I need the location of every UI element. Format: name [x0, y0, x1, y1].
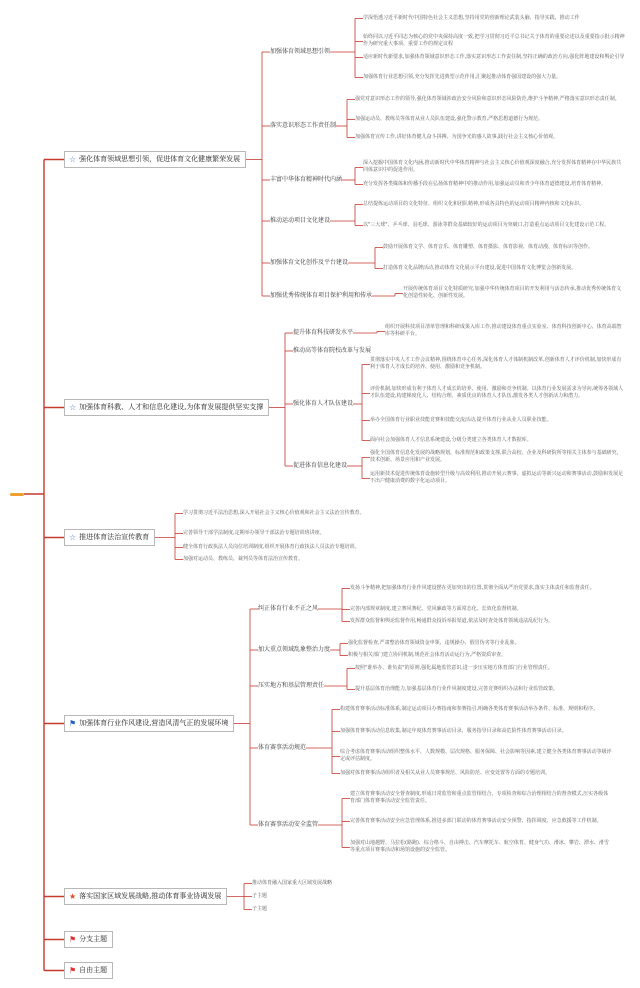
star-outline-icon: ☆ [69, 532, 77, 542]
leaf-note[interactable]: 面向社会加强体育人才信息系统建设,分级分类建立各类体育人才数据库。 [370, 437, 532, 443]
leaf-note[interactable]: 充分发挥各类媒体和传播手段在弘扬体育精神中的推动作用,加强运动员和青少年体育道德建设,培育体育精神。 [363, 181, 607, 187]
leaf-note[interactable]: 组织开展科技项目清单管理和科研成果入库工作,推动建设体育重点实验室、体育科技创新中心、体育高端智库等科研平台。 [385, 324, 622, 338]
star-outline-icon: ☆ [69, 402, 77, 412]
sub-topic[interactable]: 丰富中华体育精神时代内涵 [270, 176, 343, 183]
sub-topic[interactable]: 落实意识形态工作责任制 [270, 122, 337, 129]
leaf-note[interactable]: 加强对体育赛事活动组织者及相关从业人员赛事规范、风险防范、应变处置等方面的专题培训。 [340, 770, 551, 776]
leaf-note[interactable]: 健全体育行政执法人员岗位培训制度,组织开展体育行政执法人员法治专题培训。 [183, 544, 360, 550]
leaf-note[interactable]: 学习贯彻习近平法治思想,深入开展社会主义核心价值观和社会主义法治宣传教育。 [183, 510, 365, 516]
leaf-note[interactable]: 加强运动员、教练员等体育从业人员队伍建设,强化警示教育,严格思想道德行为规范。 [355, 116, 544, 122]
sub-topic[interactable]: 加强体育领域思想引领 [270, 48, 331, 55]
leaf-note[interactable]: 子主题 [252, 893, 268, 899]
leaf-note[interactable]: 适应新时代新要求,加强体育领域意识形态工作,落实意识形态工作责任制,坚持正确的政治方向,强化阵地建设和舆论引导 [363, 54, 625, 60]
main-branch-1[interactable]: ☆ 强化体育领域思想引领，促进体育文化健康繁荣发展 [64, 151, 246, 168]
leaf-note[interactable]: 积极与相关部门建立协同机制,规范社会体育活动运行为,严格资质审查。 [348, 652, 507, 658]
sub-topic[interactable]: 纠正体育行业不正之风 [258, 605, 319, 612]
leaf-note[interactable]: 总结提炼运动项目的文化特征、组织文化和团队精神,形成各具特色的运动项目精神内核和文化标识。 [363, 201, 585, 207]
leaf-note[interactable]: 完善领导干部学法制度,定期举办领导干部法治专题培训班讲座。 [183, 530, 325, 536]
leaf-note[interactable]: 运用新技术促进传统体育设施转型升级与高效利用,推动开展云赛事、虚拟运动等新兴运动和赛事活动,鼓励和发展足不出户健康消费的数字化运动项目。 [370, 471, 624, 485]
star-filled-icon: ★ [69, 891, 77, 901]
main-branch-5[interactable]: ★ 落实国家区域发展战略,推动体育事业协调发展 [64, 888, 227, 905]
main-branch-3[interactable]: ☆ 推进体育法治宣传教育 [64, 529, 155, 546]
leaf-note[interactable]: 强化监督检查,严肃整治体育领域资金申领、违规操办、假冒伪劣等行业乱象。 [348, 640, 520, 646]
leaf-note[interactable]: 以"三大球"、乒乓球、羽毛球、游泳等群众基础较好的运动项目为突破口,打造重点运动项目文化建设示范工程。 [363, 222, 610, 228]
sub-topic[interactable]: 加大重点领域乱象整治力度 [258, 646, 331, 653]
main-branch-2[interactable]: ☆ 加强体育科教、人才和信息化建设,为体育发展提供坚实支撑 [64, 399, 269, 416]
flag-icon: ⚑ [69, 934, 77, 944]
leaf-note[interactable]: 加强体育赛事活动信息收集,制定年度体育赛事活动目录、服务指导目录和高危险性体育赛事活动目录。 [340, 728, 567, 734]
leaf-note[interactable]: 学深悟透习近平新时代中国特色社会主义思想,坚持用党的创新理论武装头脑、指导实践、推动工作 [363, 15, 580, 21]
leaf-note[interactable]: 完善体育赛事活动安全应急管理体系,推进多部门联动的体育赛事活动安全预警、指挥调度、应急救援等工作机制。 [350, 818, 602, 824]
leaf-note[interactable]: 加强对运动员、教练员、裁判员等体育法治宣传教育。 [183, 556, 304, 562]
main-branch-4[interactable]: ⚑ 加强体育行业作风建设,营造风清气正的发展环境 [64, 715, 234, 732]
main-branch-7[interactable]: ⚑ 自由主题 [64, 962, 113, 979]
sub-topic[interactable]: 强化体育人才队伍建设 [293, 400, 354, 407]
sub-topic[interactable]: 压实地方和基层管理责任 [258, 682, 325, 689]
leaf-note[interactable]: 提升基层体育治理能力,加强基层体育行业作风制度建设,完善竞赛组织办法和行业监管政策。 [355, 686, 559, 692]
leaf-note[interactable]: 完善内部规章制度,建立赛风赛纪、党风廉政等方面常态化、长效化监督机制。 [350, 606, 522, 612]
sub-topic[interactable]: 加强优秀传统体育项目保护利用和传承 [270, 292, 373, 299]
leaf-note[interactable]: 加强体育行业思想引领,充分发挥先进典型示范作用,汇聚起推动体育强国建设的强大力量。 [363, 74, 562, 80]
central-topic-marker [10, 493, 24, 496]
sub-topic[interactable]: 推动高等体育院校改革与发展 [293, 347, 372, 354]
leaf-note[interactable]: 贯彻落实中央人才工作会议精神,围绕体育中心任务,深化体育人才体制机制改革,创新体育人才评价机制,加快形成有利于体育人才成长的培养、使用、激励和竞争机制。 [370, 357, 622, 371]
leaf-note[interactable]: 鼓励开展体育文学、体育音乐、体育雕塑、体育摄影、体育影视、体育动漫、体育标识等创作。 [383, 244, 594, 250]
leaf-note[interactable]: 发挥群众监督和舆论监督作用,畅通群众投诉举报渠道,依法及时查处体育领域违法乱纪行为。 [350, 618, 554, 624]
leaf-note[interactable]: 按照"谁举办、谁负责"的原则,强化属地监管意识,进一步压实地方体育部门行业管理责任。 [355, 665, 553, 671]
leaf-note[interactable]: 强化全国体育信息化发展的战略规划、标准规范和政策支撑,联合高校、企业及科研院所等相关主体参与基础研究、技术创新、场景应用和产业发展。 [370, 450, 622, 464]
main-branch-6[interactable]: ⚑ 分支主题 [64, 931, 113, 948]
leaf-note[interactable]: 发扬斗争精神,把加强体育行业作风建设摆在更加突出的位置,贯彻全面从严治党要求,落实主体责任和监督责任。 [350, 585, 595, 591]
leaf-note[interactable]: 子主题 [252, 906, 268, 912]
sub-topic[interactable]: 体育赛事活动安全监管 [258, 821, 319, 828]
leaf-note[interactable]: 评价机制,加快形成有利于体育人才成长的培养、使用、激励和竞争机制。以体育行业发展需求为导向,统筹各领域人才队伍建设,构建梯度化人、结构合理、素质优良的体育人才队伍,激发各类人才创新活力和潜力。 [370, 386, 624, 400]
star-outline-icon: ☆ [69, 154, 77, 164]
leaf-note[interactable]: 开展传统体育项目文化特质研究,加强中华传统体育项目的开发利用与活态传承,推动优秀传统体育文化创造性转化、创新性发展。 [403, 286, 622, 300]
flag-icon: ⚑ [69, 965, 77, 975]
sub-topic[interactable]: 提升体育科技研发水平 [293, 329, 354, 336]
leaf-note[interactable]: 建立体育赛事活动安全督查制度,形成日常监管和重点监管相结合、专项检查和综合治理相结合的督查模式,压实各级体育部门体育赛事活动安全监管责任。 [350, 791, 609, 805]
leaf-note[interactable]: 加强对山地越野、马拉松(路跑)、综合格斗、自由搏击、汽车摩托车、航空体育、健身气功、滑冰、攀岩、漂水、滑雪等重点项目赛事活动和场馆设施的安全监管。 [350, 840, 609, 854]
flag-icon: ⚑ [69, 718, 77, 728]
leaf-note[interactable]: 强党对意识形态工作的领导,强化体育领域涉政治安全风险和意识形态风险防范,维护斗争精神,严格落实意识形态责任制。 [355, 96, 620, 102]
sub-topic[interactable]: 加强体育文化创作及平台建设 [270, 259, 349, 266]
leaf-note[interactable]: 深入挖掘中国体育文化内涵,推动新时代中华体育精神与社会主义核心价值观深度融合,充分发挥体育精神在中华民族共同体意识中的促进作用。 [363, 160, 622, 174]
sub-topic[interactable]: 促进体育信息化建设 [293, 462, 348, 469]
leaf-note[interactable]: 始终同以习近平同志为核心的党中央保持高度一致,把学习贯彻习近平总书记关于体育的重要论述以及重要指示批示精神作为研究重大事项、重要工作的规定议程 [363, 34, 625, 48]
leaf-note[interactable]: 打造体育文化品牌活动,推动体育文化展示平台建设,促进中国体育文化博览会创新发展。 [383, 265, 577, 271]
leaf-note[interactable]: 举办全国体育行业职业技能竞赛和技能交流活动,提升体育行业从业人员职业技能。 [370, 417, 552, 423]
sub-topic[interactable]: 体育赛事活动规范 [258, 744, 307, 751]
leaf-note[interactable]: 加强体育宣传工作,讲好体育健儿奋斗拼搏、为国争光的感人故事,践行社会主义核心价值观。 [355, 134, 559, 140]
leaf-note[interactable]: 构建体育赛事活动标准体系,制定运动项目办赛指南和参赛指引,明确各类体育赛事活动举办条件、标准、规则和程序。 [340, 706, 599, 712]
sub-topic[interactable]: 推动运动项目文化建设 [270, 217, 331, 224]
leaf-note[interactable]: 推动体育融入国家重大区域发展战略 [252, 880, 333, 886]
leaf-note[interactable]: 综合考虑体育赛事活动组织整体水平、人数规模、层次规格、服务保障、社会影响等因素,建立健全各类体育赛事活动等级评定或评估制度。 [340, 749, 612, 763]
